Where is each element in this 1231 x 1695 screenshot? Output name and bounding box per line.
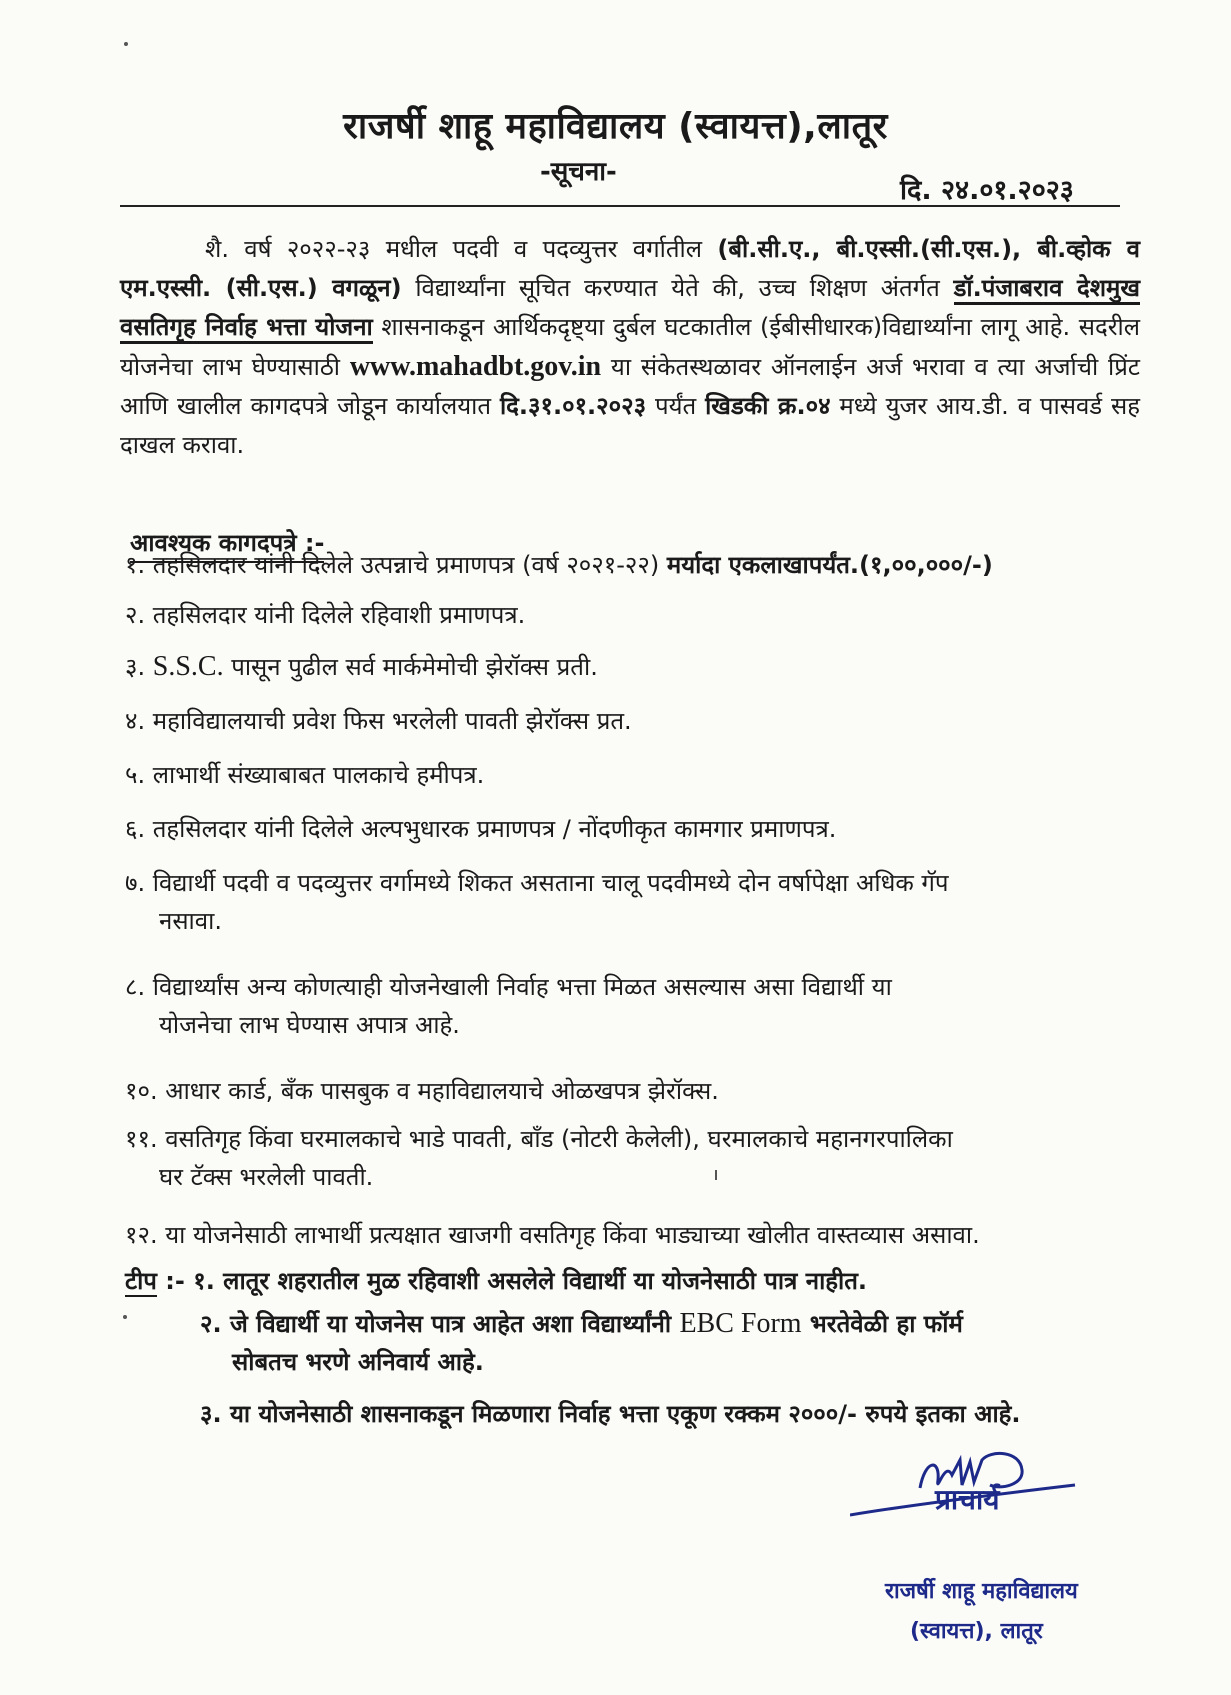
- principal-city: (स्वायत्त), लातूर: [910, 1619, 1043, 1644]
- ssc-text: S.S.C.: [152, 651, 224, 682]
- ebc-form-text: EBC Form: [679, 1308, 802, 1339]
- para-text: शासनाकडून आर्थिकदृष्ट्या दुर्बल घटकातील (ईबीसीधारक)विद्यार्थ्यांना लागू आहे. सदरील योजनेचा लाभ घेण्यासाठी: [120, 313, 1140, 381]
- list-item: १२. या योजनेसाठी लाभार्थी प्रत्यक्षात खाजगी वसतिगृह किंवा भाड्याच्या खोलीत वास्तव्यास असावा.: [125, 1221, 980, 1249]
- principal-title: प्राचार्य: [935, 1483, 1000, 1516]
- para-text: पर्यंत: [646, 392, 706, 420]
- note-line-2: २. जे विद्यार्थी या योजनेस पात्र आहेत अशा विद्यार्थ्यांनी EBC Form भरतेवेळी हा फॉर्म सोबतच भरणे अनिवार्य आहे.: [200, 1308, 963, 1376]
- scan-speck: [123, 1315, 127, 1319]
- note-line-3: ३. या योजनेसाठी शासनाकडून मिळणारा निर्वाह भत्ता एकूण रक्कम २०००/- रुपये इतका आहे.: [200, 1400, 1021, 1428]
- note-line-1: टीप :- १. लातूर शहरातील मुळ रहिवाशी असलेले विद्यार्थी या योजनेसाठी पात्र नाहीत.: [125, 1267, 868, 1295]
- window-number: खिडकी क्र.०४: [705, 392, 831, 420]
- list-item: १. तहसिलदार यांनी दिलेले उत्पन्नाचे प्रमाणपत्र (वर्ष २०२१-२२) मर्यादा एकलाखापर्यंत.(१,००,०००/-): [125, 551, 993, 579]
- para-text: शै. वर्ष २०२२-२३ मधील पदवी व पदव्युत्तर वर्गातील: [205, 235, 718, 263]
- list-item: ५. लाभार्थी संख्याबाबत पालकाचे हमीपत्र.: [125, 761, 485, 789]
- principal-college: राजर्षी शाहू महाविद्यालय: [885, 1579, 1078, 1604]
- para-text: या संकेतस्थळावर ऑनलाईन अर्ज भरावा व त्या अर्जाची प्रिंट आणि खालील कागदपत्रे जोडून कार्यालयात: [120, 353, 1140, 420]
- para-text: विद्यार्थ्यांना सूचित करण्यात येते की, उच्च शिक्षण अंतर्गत: [401, 274, 954, 302]
- header-divider: [120, 205, 1120, 207]
- income-limit: मर्यादा एकलाखापर्यंत.(१,००,०००/-): [666, 551, 993, 579]
- scheme-name: डॉ.पंजाबराव देशमुख वसतिगृह निर्वाह भत्ता योजना: [120, 274, 1140, 344]
- para-excluded-courses: (बी.सी.ए., बी.एस्सी.(सी.एस.), बी.व्होक व एम.एस्सी. (सी.एस.) वगळून): [120, 235, 1140, 302]
- list-item: १०. आधार कार्ड, बँक पासबुक व महाविद्यालयाचे ओळखपत्र झेरॉक्स.: [125, 1077, 719, 1105]
- scan-speck: [715, 1170, 717, 1180]
- list-item: ७. विद्यार्थी पदवी व पदव्युत्तर वर्गामध्ये शिकत असताना चालू पदवीमध्ये दोन वर्षापेक्षा अधिक गॅप नसावा.: [125, 869, 949, 935]
- deadline-date: दि.३१.०१.२०२३: [499, 392, 647, 420]
- notice-subtitle: -सूचना-: [540, 157, 617, 187]
- website-link[interactable]: www.mahadbt.gov.in: [349, 351, 602, 382]
- list-item: ४. महाविद्यालयाची प्रवेश फिस भरलेली पावती झेरॉक्स प्रत.: [125, 707, 632, 735]
- list-item: ६. तहसिलदार यांनी दिलेले अल्पभुधारक प्रमाणपत्र / नोंदणीकृत कामगार प्रमाणपत्र.: [125, 815, 837, 843]
- documents-heading: आवश्यक कागदपत्रे :-: [130, 526, 324, 563]
- list-item: २. तहसिलदार यांनी दिलेले रहिवाशी प्रमाणपत्र.: [125, 601, 526, 629]
- notice-paragraph: [120, 230, 1140, 465]
- list-item: ११. वसतिगृह किंवा घरमालकाचे भाडे पावती, बाँड (नोटरी केलेली), घरमालकाचे महानगरपालिका घर टॅक्स भरलेली पावती.: [125, 1125, 953, 1191]
- para-text: मध्ये युजर आय.डी. व पासवर्ड सह दाखल करावा.: [120, 392, 1140, 459]
- note-label: टीप: [125, 1267, 157, 1295]
- notice-date: दि. २४.०१.२०२३: [900, 175, 1074, 206]
- scan-speck: [124, 42, 128, 46]
- list-item: ३. S.S.C. पासून पुढील सर्व मार्कमेमोची झेरॉक्स प्रती.: [125, 651, 598, 682]
- list-item: ८. विद्यार्थ्यांस अन्य कोणत्याही योजनेखाली निर्वाह भत्ता मिळत असल्यास असा विद्यार्थी या योजनेचा लाभ घेण्यास अपात्र आहे.: [125, 973, 892, 1039]
- college-title: राजर्षी शाहू महाविद्यालय (स्वायत्त),लातूर: [343, 106, 888, 147]
